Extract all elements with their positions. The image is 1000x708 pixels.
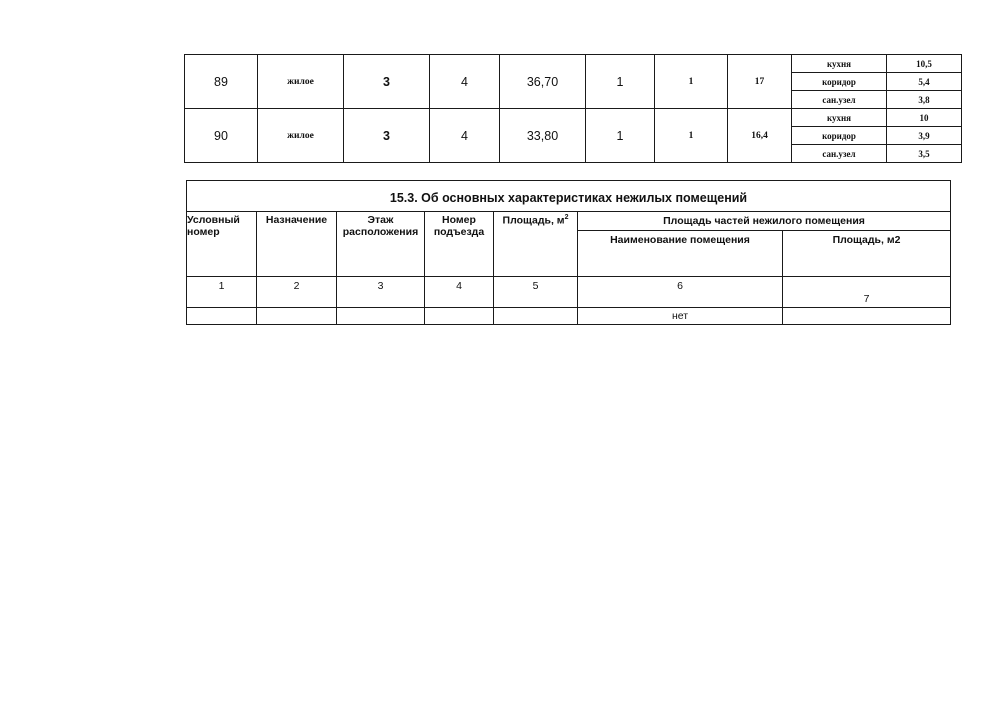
part-area: 3,9 <box>887 127 962 145</box>
column-number: 4 <box>425 277 494 308</box>
apartment-row-90 <box>185 109 962 127</box>
part-name: кухня <box>792 109 887 127</box>
apartment-living-area: 16,4 <box>728 109 792 163</box>
apartment-living-area: 17 <box>728 55 792 109</box>
part-name: коридор <box>792 73 887 91</box>
part-name: сан.узел <box>792 91 887 109</box>
apartment-rooms: 1 <box>586 55 655 109</box>
apartment-area: 36,70 <box>500 55 586 109</box>
header-parts: Площадь частей нежилого помещения <box>578 212 951 231</box>
empty-value: нет <box>578 308 783 325</box>
part-area: 5,4 <box>887 73 962 91</box>
header-cond-number: Условный номер <box>187 212 257 277</box>
header-part-name: Наименование помещения <box>578 231 783 277</box>
apartment-rooms: 1 <box>586 109 655 163</box>
apartment-floor: 3 <box>344 109 430 163</box>
part-name: сан.узел <box>792 145 887 163</box>
column-number: 3 <box>337 277 425 308</box>
apartment-number: 90 <box>185 109 258 163</box>
apartment-row-89 <box>185 55 962 73</box>
column-number: 2 <box>257 277 337 308</box>
section-title: 15.3. Об основных характеристиках нежилых помещений <box>187 181 951 212</box>
apartment-entrance: 4 <box>430 55 500 109</box>
apartments-table <box>184 54 962 163</box>
nonresidential-table <box>186 180 951 325</box>
column-number: 7 <box>783 277 951 308</box>
apartment-area: 33,80 <box>500 109 586 163</box>
header-floor: Этаж расположения <box>337 212 425 277</box>
header-area <box>494 212 578 277</box>
apartment-type: жилое <box>258 55 344 109</box>
apartment-living-rooms: 1 <box>655 55 728 109</box>
part-area: 10,5 <box>887 55 962 73</box>
header-area-label: Площадь, м <box>502 214 565 227</box>
empty-data-row <box>187 308 951 325</box>
column-numbers-row <box>187 277 951 308</box>
part-area: 3,5 <box>887 145 962 163</box>
header-entrance: Номер подъезда <box>425 212 494 277</box>
header-part-area: Площадь, м2 <box>783 231 951 277</box>
apartment-type: жилое <box>258 109 344 163</box>
column-number: 6 <box>578 277 783 308</box>
part-area: 10 <box>887 109 962 127</box>
apartment-number: 89 <box>185 55 258 109</box>
header-purpose: Назначение <box>257 212 337 277</box>
part-name: коридор <box>792 127 887 145</box>
apartment-floor: 3 <box>344 55 430 109</box>
part-name: кухня <box>792 55 887 73</box>
apartment-entrance: 4 <box>430 109 500 163</box>
column-number: 5 <box>494 277 578 308</box>
apartment-living-rooms: 1 <box>655 109 728 163</box>
header-area-sup: 2 <box>564 214 569 221</box>
part-area: 3,8 <box>887 91 962 109</box>
column-number: 1 <box>187 277 257 308</box>
